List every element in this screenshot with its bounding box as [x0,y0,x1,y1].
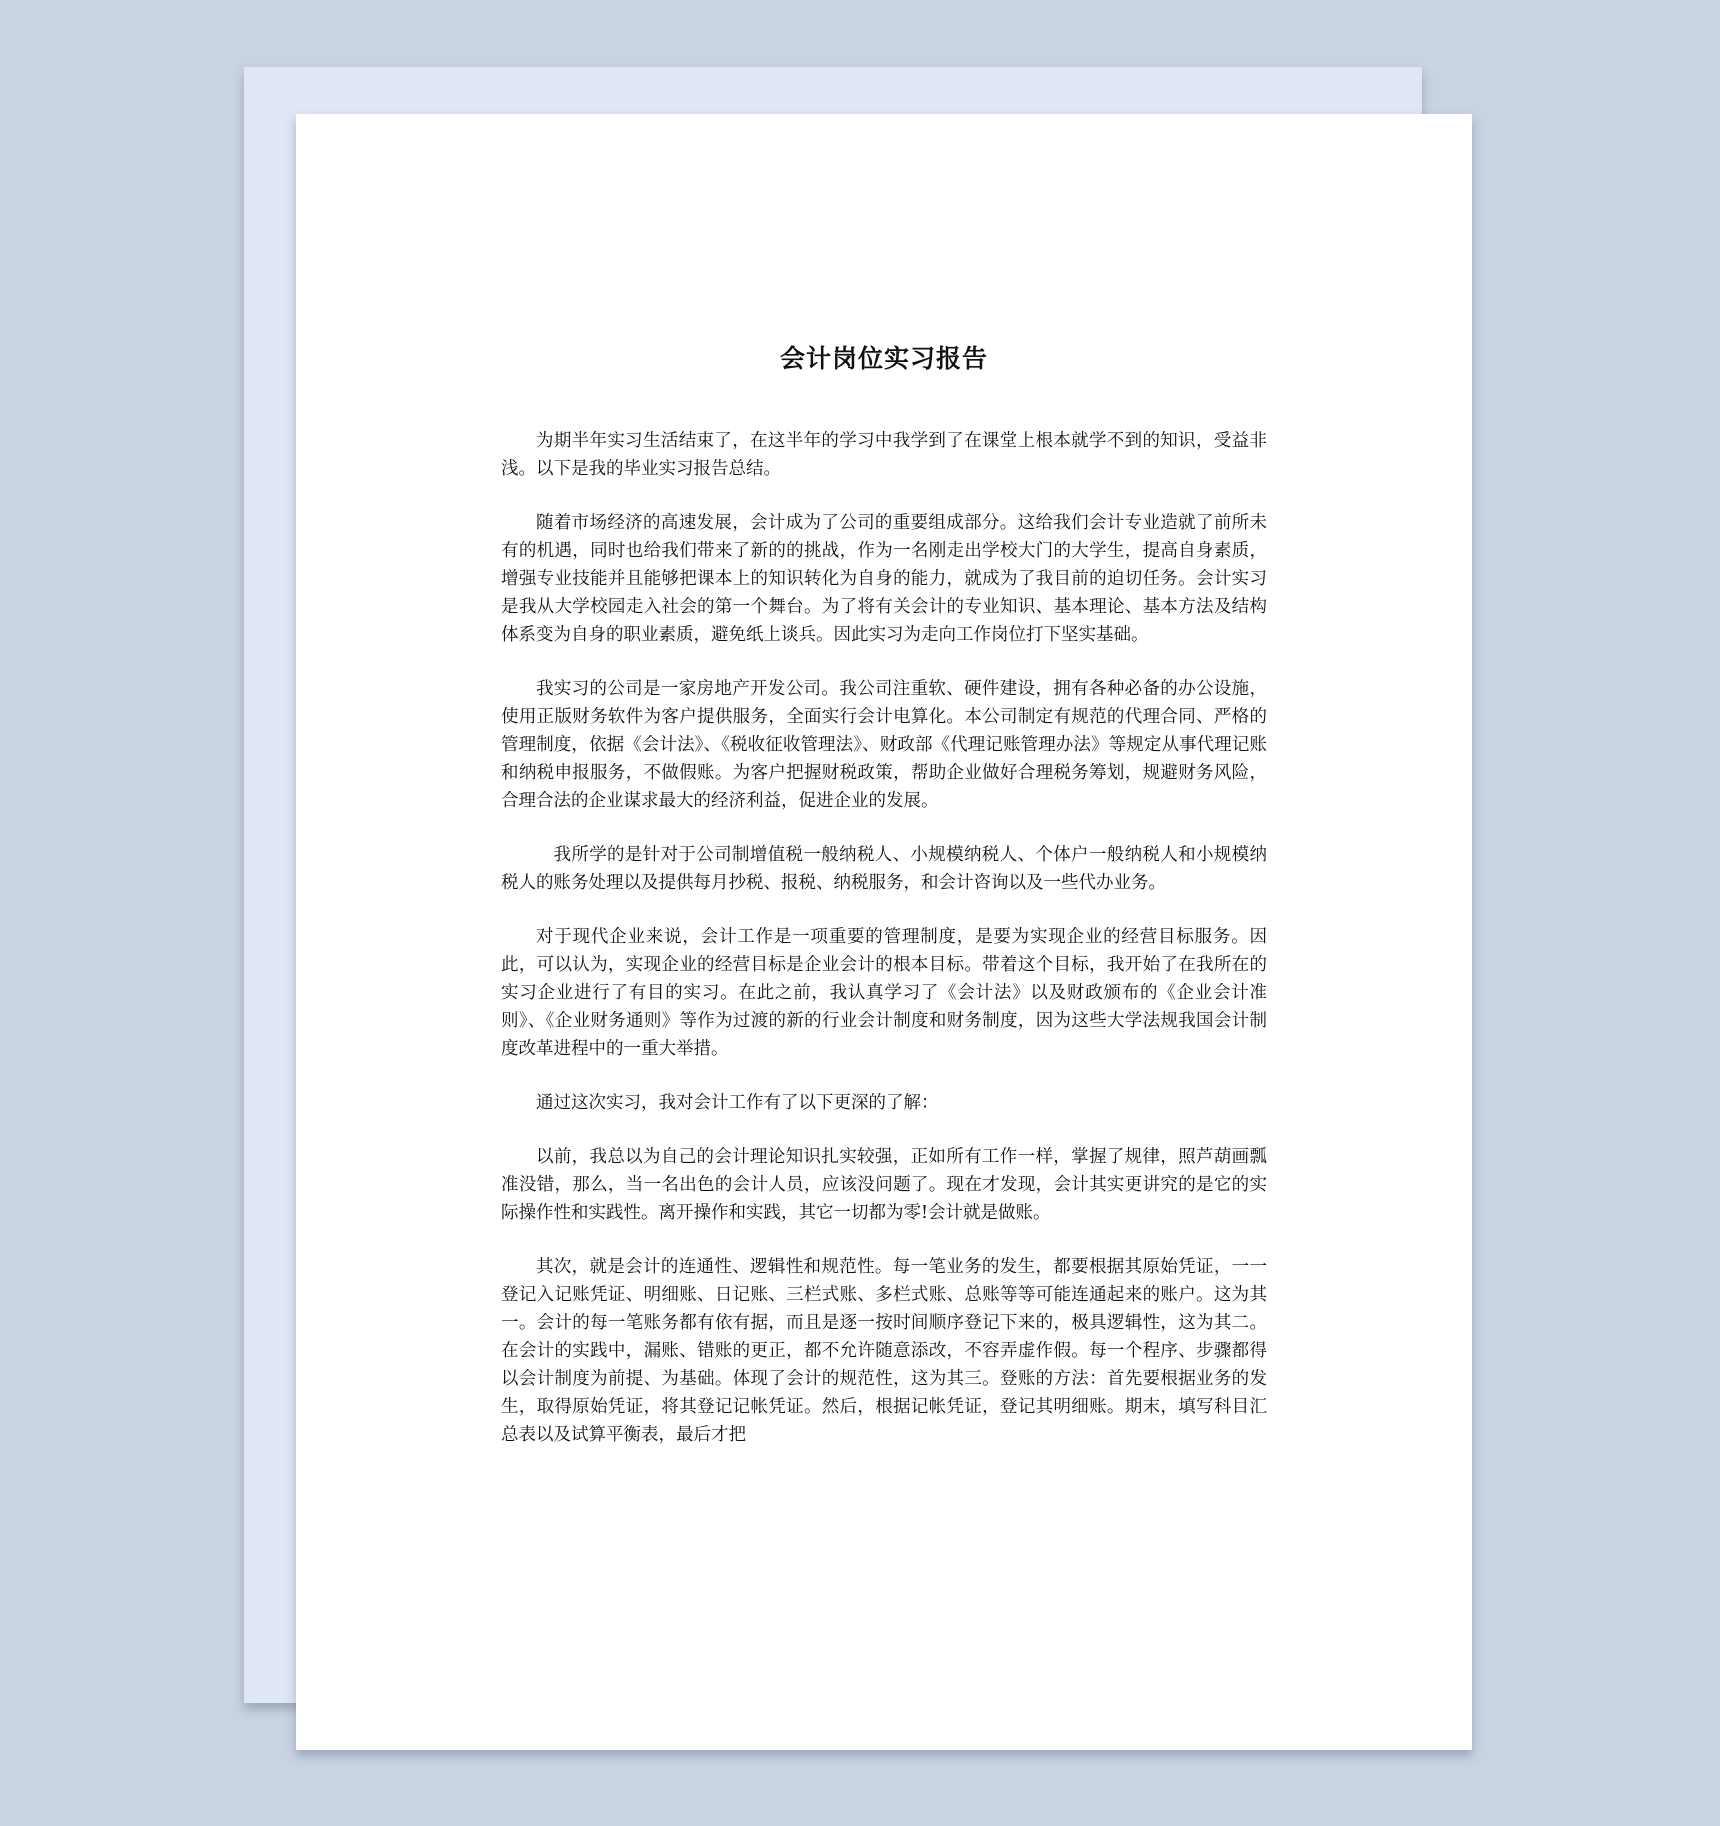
paragraph-background: 随着市场经济的高速发展，会计成为了公司的重要组成部分。这给我们会计专业造就了前所未有的机遇，同时也给我们带来了新的的挑战，作为一名刚走出学校大门的大学生，提高自身素质，增强专业技能并且能够把课本上的知识转化为自身的能力，就成为了我目前的迫切任务。会计实习是我从大学校园走入社会的第一个舞台。为了将有关会计的专业知识、基本理论、基本方法及结构体系变为自身的职业素质，避免纸上谈兵。因此实习为走向工作岗位打下坚实基础。 [501,513,1267,645]
paragraph-intro: 为期半年实习生活结束了，在这半年的学习中我学到了在课堂上根本就学不到的知识，受益非浅。以下是我的毕业实习报告总结。 [501,431,1267,479]
document-page [296,114,1472,1750]
paragraph-practice: 以前，我总以为自己的会计理论知识扎实较强，正如所有工作一样，掌握了规律，照芦葫画瓢准没错，那么，当一名出色的会计人员，应该没问题了。现在才发现，会计其实更讲究的是它的实际操作性和实践性。离开操作和实践，其它一切都为零!会计就是做账。 [501,1147,1267,1223]
paragraph-company: 我实习的公司是一家房地产开发公司。我公司注重软、硬件建设，拥有各种必备的办公设施，使用正版财务软件为客户提供服务，全面实行会计电算化。本公司制定有规范的代理合同、严格的管理制度，依据《会计法》、《税收征收管理法》、财政部《代理记账管理办法》等规定从事代理记账和纳税申报服务，不做假账。为客户把握财税政策，帮助企业做好合理税务筹划，规避财务风险，合理合法的企业谋求最大的经济利益，促进企业的发展。 [501,679,1267,811]
paragraph-understanding: 通过这次实习，我对会计工作有了以下更深的了解： [536,1093,939,1113]
paragraph-connectivity: 其次，就是会计的连通性、逻辑性和规范性。每一笔业务的发生，都要根据其原始凭证，一一登记入记账凭证、明细账、日记账、三栏式账、多栏式账、总账等等可能连通起来的账户。这为其一。会计的每一笔账务都有依有据，而且是逐一按时间顺序登记下来的，极具逻辑性，这为其二。在会计的实践中，漏账、错账的更正，都不允许随意添改，不容弄虚作假。每一个程序、步骤都得以会计制度为前提、为基础。体现了会计的规范性，这为其三。登账的方法：首先要根据业务的发生，取得原始凭证，将其登记记帐凭证。然后，根据记帐凭证，登记其明细账。期末，填写科目汇总表以及试算平衡表，最后才把 [501,1257,1267,1445]
paragraph-learning: 我所学的是针对于公司制增值税一般纳税人、小规模纳税人、个体户一般纳税人和小规模纳税人的账务处理以及提供每月抄税、报税、纳税服务，和会计咨询以及一些代办业务。 [501,845,1267,893]
paragraph-goals: 对于现代企业来说，会计工作是一项重要的管理制度，是要为实现企业的经营目标服务。因此，可以认为，实现企业的经营目标是企业会计的根本目标。带着这个目标，我开始了在我所在的实习企业进行了有目的实习。在此之前，我认真学习了《会计法》以及财政颁布的《企业会计准则》、《企业财务通则》等作为过渡的新的行业会计制度和财务制度，因为这些大学法规我国会计制度改革进程中的一重大举措。 [501,927,1267,1059]
document-content [501,339,1267,1475]
document-title: 会计岗位实习报告 [779,344,988,373]
